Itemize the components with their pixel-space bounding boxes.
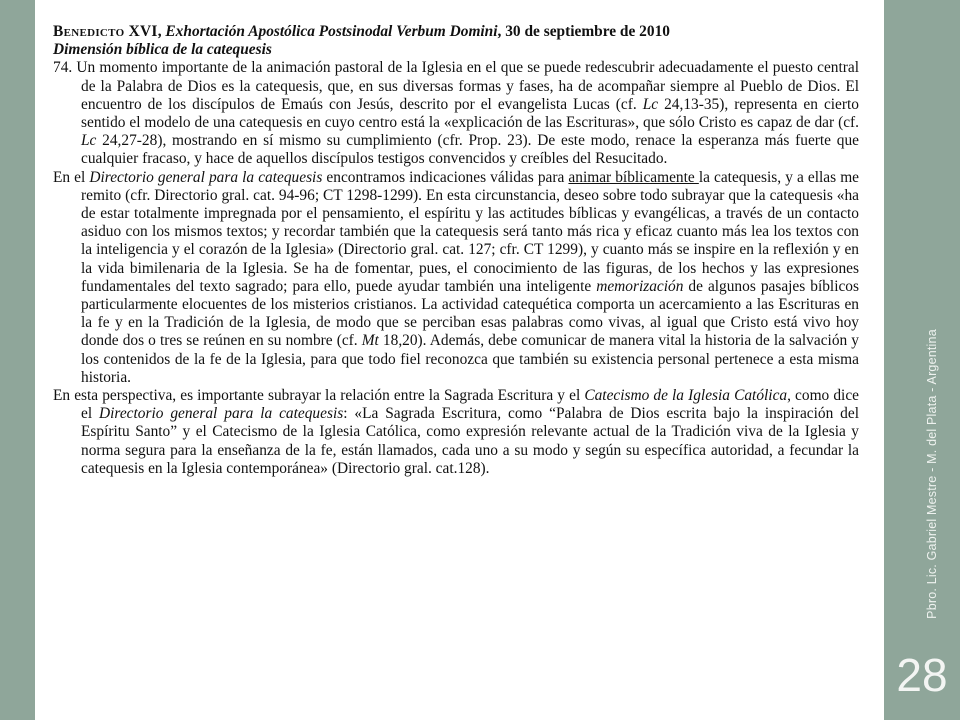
italic-run: Directorio general para la catequesis: [89, 168, 323, 186]
text-run: En esta perspectiva, es importante subrayar la relación entre la Sagrada Escritura y el: [53, 387, 585, 405]
page-number: 28: [896, 649, 948, 701]
paragraph-directorio: [53, 169, 859, 387]
side-credit: Pbro. Lic. Gabriel Mestre - M. del Plata - Argentina: [925, 329, 939, 619]
left-side-bar: [0, 0, 35, 720]
text-run: , como dice el: [81, 387, 859, 423]
heading-separator: ,: [497, 23, 506, 40]
slide-content: [53, 23, 859, 478]
text-run: 18,20). Además, debe comunicar de manera vital la historia de la salvación y los contenidos de la fe de la Iglesia, para que todo fiel reconozca que también su existencia personal pertenece a esta misma historia.: [81, 332, 859, 386]
heading-author: Benedicto XVI: [53, 23, 158, 40]
right-side-bar: [884, 0, 960, 720]
paragraph-74: [53, 59, 859, 168]
citation-heading: [53, 23, 859, 41]
underlined-run: animar bíblicamente: [568, 168, 699, 186]
italic-run: Lc: [81, 132, 97, 150]
heading-separator: ,: [157, 23, 166, 40]
text-run: de algunos pasajes bíblicos particularmente elocuentes de los misterios cristianos. La actividad catequética comporta un acercamiento a las Escrituras en la fe y en la Tradición de la Iglesia, de modo que se perciban esas palabras como vivas, al igual que Cristo está vivo hoy donde dos o tres se reúnen en su nombre (cf.: [81, 277, 859, 350]
heading-work-title: Exhortación Apostólica Postsinodal Verbum Domini: [165, 23, 498, 40]
italic-run: memorización: [596, 277, 684, 295]
paragraph-catecismo: [53, 387, 859, 478]
text-run: la catequesis, y a ellas me remito (cfr. Directorio gral. cat. 94-96; CT 1298-1299). En esta circunstancia, deseo sobre todo subrayar que la catequesis «ha de estar totalmente impregnada por el pensamiento, el espíritu y las actitudes bíblicas y evangélicas, a través de un contacto asiduo con los mismos textos; y recordar también que la catequesis será tanto más rica y eficaz cuanto más lea los textos con la inteligencia y el corazón de la Iglesia» (Directorio gral. cat. 127; cfr. CT 1299), y cuanto más se inspire en la reflexión y en la vida bimilenaria de la Iglesia. Se ha de fomentar, pues, el conocimiento de las figuras, de los hechos y las expresiones fundamentales del texto sagrado; para ello, puede ayudar también una inteligente: [81, 168, 860, 295]
heading-date: 30 de septiembre de 2010: [505, 23, 670, 40]
italic-run: Catecismo de la Iglesia Católica: [584, 387, 788, 405]
italic-run: Directorio general para la catequesis: [99, 405, 344, 423]
text-run: encontramos indicaciones válidas para: [322, 168, 569, 186]
text-run: 24,27-28), mostrando en sí mismo su cumplimiento (cfr. Prop. 23). De este modo, renace la esperanza más fuerte que cualquier fracaso, y hace de aquellos discípulos testigos convencidos y creíbles del Resucitado.: [81, 132, 859, 168]
text-run: : «La Sagrada Escritura, como “Palabra de Dios escrita bajo la inspiración del Espíritu Santo” y el Catecismo de la Iglesia Católica, como expresión relevante actual de la Tradición viva de la Iglesia y norma segura para la enseñanza de la fe, están llamados, cada uno a su modo y según su específica autoridad, a fecundar la catequesis en la Iglesia contemporánea» (Directorio gral. cat.128).: [81, 405, 859, 477]
section-subheading: Dimensión bíblica de la catequesis: [53, 41, 272, 59]
text-run: En el: [53, 168, 90, 186]
italic-run: Lc: [642, 95, 659, 113]
text-run: 24,13-35), representa en cierto sentido el modelo de una catequesis en cuyo centro está la «explicación de las Escrituras», que sólo Cristo es capaz de dar (cf.: [81, 95, 859, 132]
italic-run: Mt: [361, 332, 379, 350]
text-run: 74. Un momento importante de la animación pastoral de la Iglesia en el que se puede redescubrir adecuadamente el puesto central de la Palabra de Dios es la catequesis, que, en sus diversas formas y fases, ha de acompañar siempre al Pueblo de Dios. El encuentro de los discípulos de Emaús con Jesús, descrito por el evangelista Lucas (cf.: [53, 59, 859, 113]
